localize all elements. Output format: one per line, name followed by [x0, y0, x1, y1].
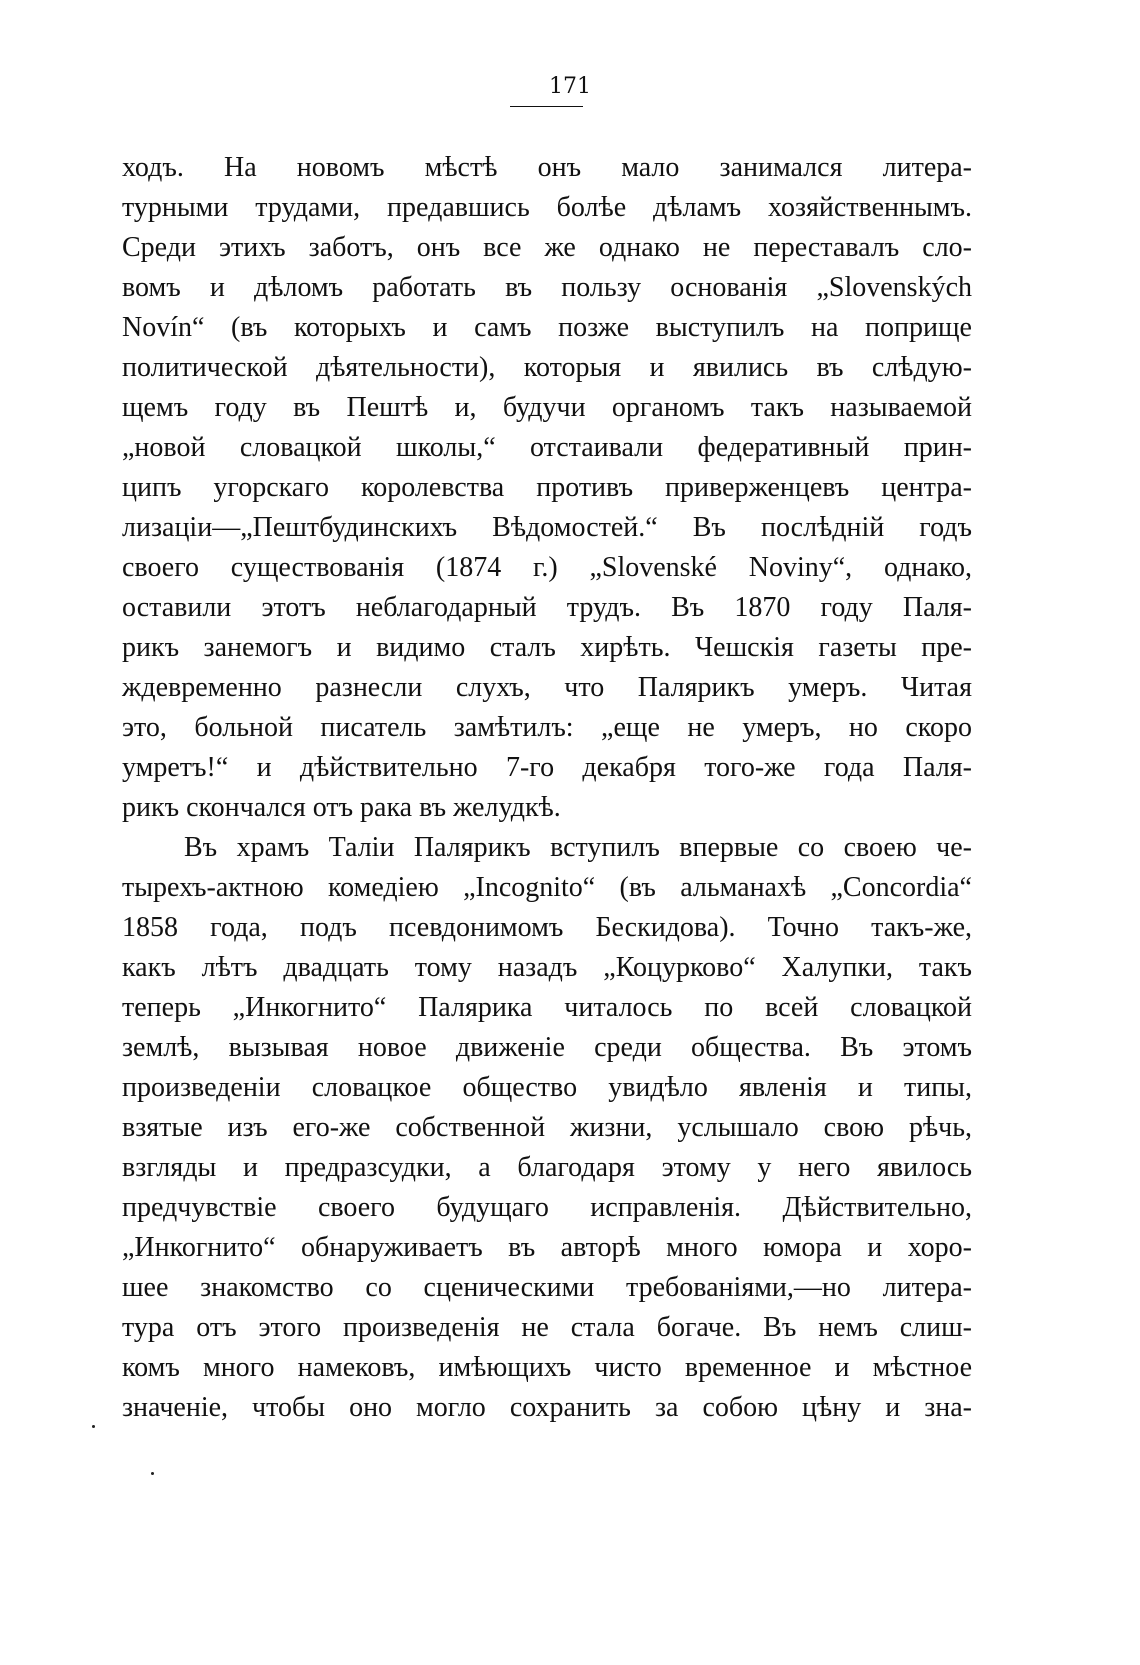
- text-line: тура отъ этого произведенія не стала богаче. Въ немъ слиш-: [122, 1312, 972, 1343]
- text-line: ходъ. На новомъ мѣстѣ онъ мало занимался литера-: [122, 152, 972, 183]
- text-line: своего существованія (1874 г.) „Slovenské Noviny“, однако,: [122, 552, 972, 583]
- text-line: комъ много намековъ, имѣющихъ чисто временное и мѣстное: [122, 1352, 972, 1383]
- text-line: Въ храмъ Таліи Палярикъ вступилъ впервые со своею че-: [184, 832, 972, 863]
- text-line: лизаціи—„Пештбудинскихъ Вѣдомостей.“ Въ послѣдній годъ: [122, 512, 972, 543]
- text-line: землѣ, вызывая новое движеніе среди общества. Въ этомъ: [122, 1032, 972, 1063]
- text-line: теперь „Инкогнито“ Палярика читалось по всей словацкой: [122, 992, 972, 1023]
- scan-speck: [92, 1425, 95, 1428]
- text-line: рикъ занемогъ и видимо сталъ хирѣть. Чешскія газеты пре-: [122, 632, 972, 663]
- text-line: это, больной писатель замѣтилъ: „еще не умеръ, но скоро: [122, 712, 972, 743]
- text-line: „новой словацкой школы,“ отстаивали федеративный прин-: [122, 432, 972, 463]
- body-text: [122, 148, 972, 1428]
- scan-speck: [151, 1472, 154, 1475]
- paragraph: [122, 148, 972, 828]
- text-line: „Инкогнито“ обнаруживаетъ въ авторѣ много юмора и хоро-: [122, 1232, 972, 1263]
- text-line: рикъ скончался отъ рака въ желудкѣ.: [122, 792, 561, 823]
- text-line: произведеніи словацкое общество увидѣло явленія и типы,: [122, 1072, 972, 1103]
- text-line: тырехъ-актною комедіею „Incognito“ (въ альманахѣ „Concordia“: [122, 872, 972, 903]
- text-line: взгляды и предразсудки, а благодаря этому у него явилось: [122, 1152, 972, 1183]
- paragraph: [122, 828, 972, 1428]
- text-line: вомъ и дѣломъ работать въ пользу основанія „Slovenských: [122, 272, 972, 303]
- text-line: значеніе, чтобы оно могло сохранить за собою цѣну и зна-: [122, 1392, 972, 1423]
- text-line: оставили этотъ неблагодарный трудъ. Въ 1870 году Паля-: [122, 592, 972, 623]
- text-line: взятые изъ его-же собственной жизни, услышало свою рѣчь,: [122, 1112, 972, 1143]
- text-line: турными трудами, предавшись болѣе дѣламъ хозяйственнымъ.: [122, 192, 972, 223]
- text-line: ждевременно разнесли слухъ, что Палярикъ умеръ. Читая: [122, 672, 972, 703]
- text-line: щемъ году въ Пештѣ и, будучи органомъ такъ называемой: [122, 392, 972, 423]
- text-line: Среди этихъ заботъ, онъ все же однако не переставалъ сло-: [122, 232, 972, 263]
- text-line: умретъ!“ и дѣйствительно 7-го декабря того-же года Паля-: [122, 752, 972, 783]
- text-line: предчувствіе своего будущаго исправленія. Дѣйствительно,: [122, 1192, 972, 1223]
- text-line: шее знакомство со сценическими требованіями,—но литера-: [122, 1272, 972, 1303]
- text-line: Novín“ (въ которыхъ и самъ позже выступилъ на поприще: [122, 312, 972, 343]
- text-line: политической дѣятельности), которыя и явились въ слѣдую-: [122, 352, 972, 383]
- text-line: какъ лѣтъ двадцать тому назадъ „Коцурково“ Халупки, такъ: [122, 952, 972, 983]
- text-line: ципъ угорскаго королевства противъ приверженцевъ центра-: [122, 472, 972, 503]
- text-line: 1858 года, подъ псевдонимомъ Бескидова). Точно такъ-же,: [122, 912, 972, 943]
- page-number-rule: [510, 106, 583, 107]
- page-number: 171: [549, 74, 591, 99]
